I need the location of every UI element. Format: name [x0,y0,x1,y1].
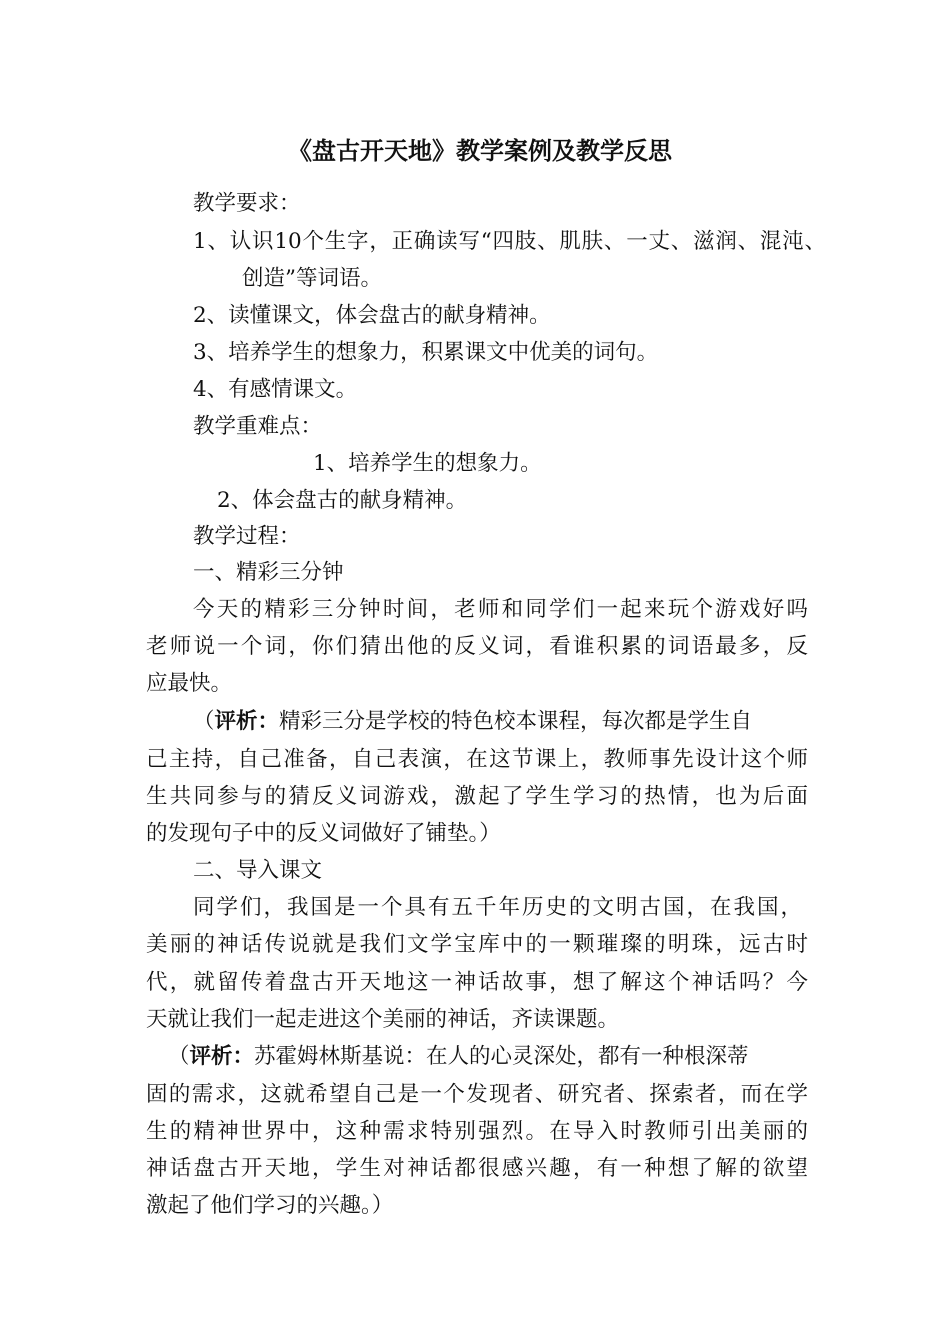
section-2-paragraph-line: 美丽的神话传说就是我们文学宝库中的一颗璀璨的明珠，远古时 [146,932,808,957]
requirement-item-4: 4、有感情课文。 [193,377,358,402]
section-2-paragraph-line: 同学们，我国是一个具有五千年历史的文明古国，在我国， [193,895,802,920]
section-1-paragraph-line: 今天的精彩三分钟时间，老师和同学们一起来玩个游戏好吗 [193,597,808,622]
key-points-heading: 教学重难点： [193,414,323,439]
comment-label: 评析： [189,1044,255,1069]
key-point-item-2: 2、体会盘古的献身精神。 [217,488,468,513]
section-2-comment-line: 生的精神世界中，这种需求特别强烈。在导入时教师引出美丽的 [146,1119,808,1144]
section-1-comment-first-line [193,707,752,737]
section-1-comment-line: 生共同参与的猜反义词游戏，激起了学生学习的热情，也为后面 [146,784,808,809]
requirement-item-3: 3、培养学生的想象力，积累课文中优美的词句。 [193,340,659,365]
comment-open-paren: （ [168,1044,190,1069]
section-2-comment-line: 固的需求，这就希望自己是一个发现者、研究者、探索者，而在学 [146,1082,808,1107]
comment-open-paren: （ [193,709,215,734]
comment-text: 苏霍姆林斯基说：在人的心灵深处，都有一种根深蒂 [254,1044,749,1069]
key-point-item-1: 1、培养学生的想象力。 [313,451,542,476]
section-1-comment-line: 己主持，自己准备，自己表演，在这节课上，教师事先设计这个师 [146,747,808,772]
section-2-comment-line: 神话盘古开天地，学生对神话都很感兴趣，有一种想了解的欲望 [146,1156,808,1181]
section-2-paragraph-line: 代，就留传着盘古开天地这一神话故事，想了解这个神话吗？今 [146,970,808,995]
requirement-item-1-line-1: 1、认识10个生字，正确读写“四肢、肌肤、一丈、滋润、混沌、 [193,229,826,254]
section-1-paragraph-line: 应最快。 [146,671,233,696]
section-2-comment-line: 激起了他们学习的兴趣。） [146,1193,394,1218]
process-heading: 教学过程： [193,524,301,549]
requirement-item-1-line-2: 创造”等词语。 [242,266,382,291]
section-2-heading: 二、导入课文 [193,858,323,883]
requirement-item-2: 2、读懂课文，体会盘古的献身精神。 [193,303,551,328]
document-title: 《盘古开天地》教学案例及教学反思 [288,137,672,165]
comment-text: 精彩三分是学校的特色校本课程，每次都是学生自 [279,709,753,734]
section-2-comment-first-line [168,1042,749,1072]
requirements-heading: 教学要求： [193,191,301,216]
section-1-comment-line: 的发现句子中的反义词做好了铺垫。） [146,821,501,846]
section-2-paragraph-line: 天就让我们一起走进这个美丽的神话，齐读课题。 [146,1007,620,1032]
section-1-heading: 一、精彩三分钟 [193,560,344,585]
comment-label: 评析： [214,709,280,734]
section-1-paragraph-line: 老师说一个词，你们猜出他的反义词，看谁积累的词语最多，反 [146,634,808,659]
